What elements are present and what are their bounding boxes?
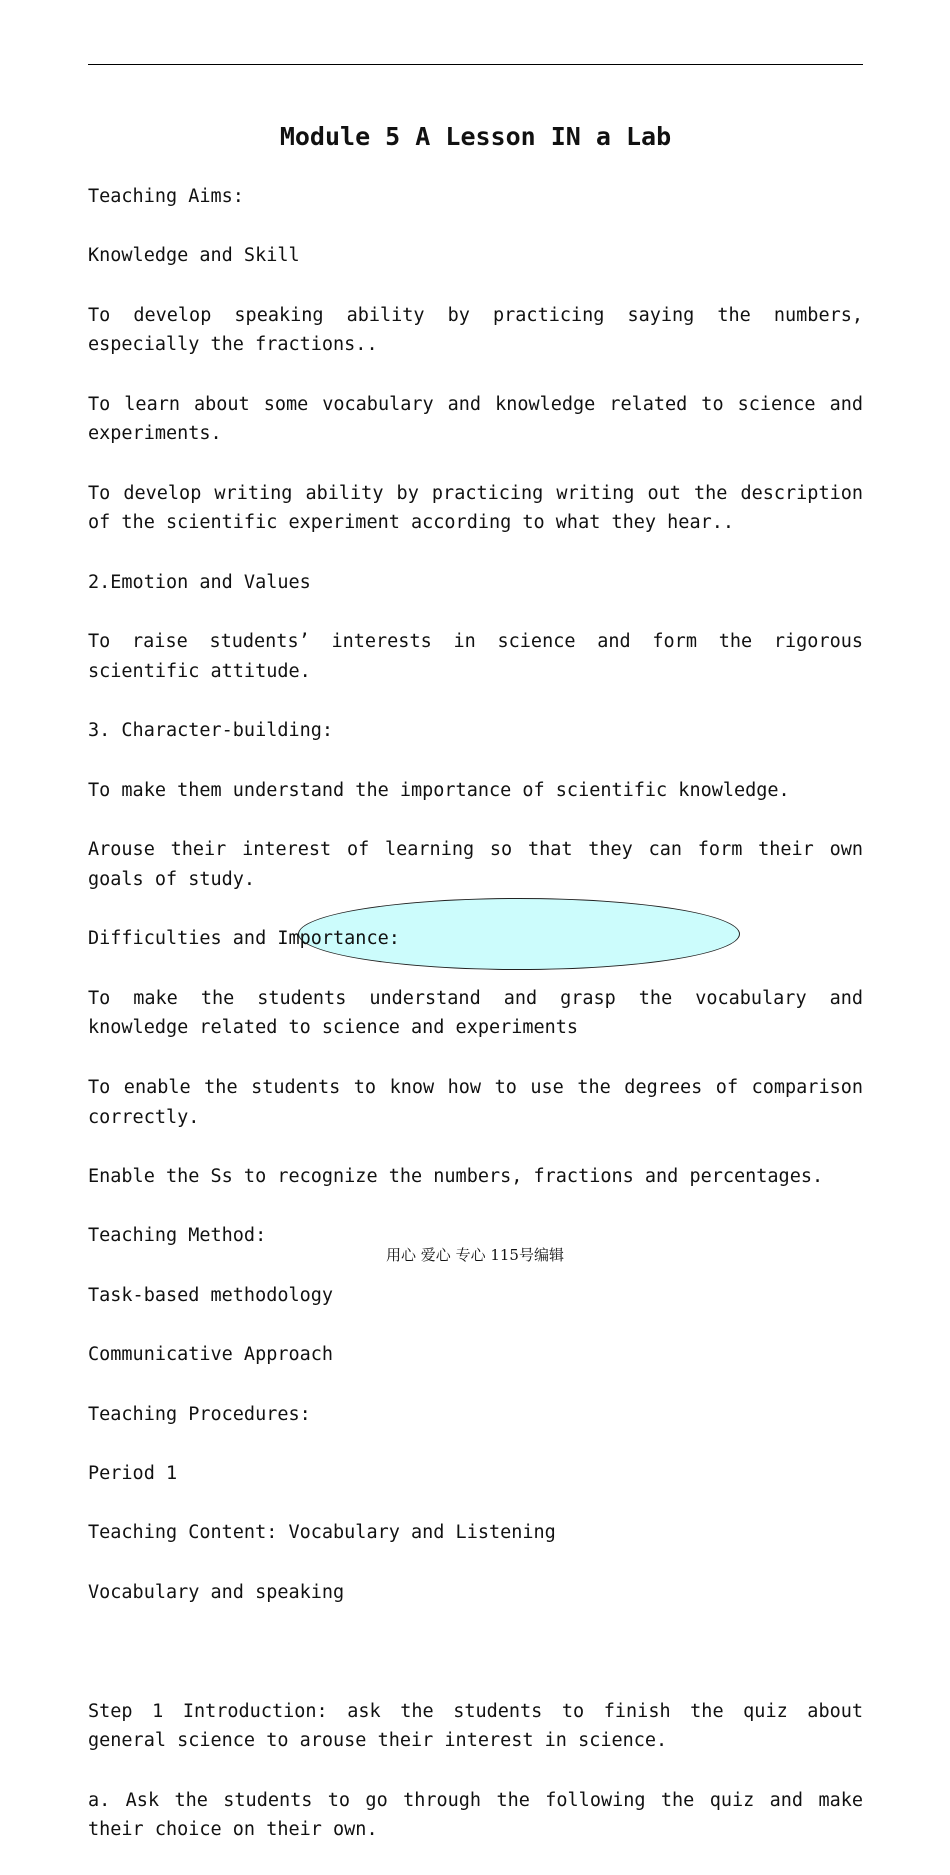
document-body [88, 152, 863, 1875]
body-line: Teaching Content: Vocabulary and Listening [88, 1522, 556, 1544]
body-line: To develop writing ability by practicing writing out the description of the scientific experiment according to what they hear.. [88, 482, 863, 534]
body-line: Teaching Method: [88, 1225, 267, 1247]
body-line: 3. Character-building: [88, 720, 334, 742]
body-line: To develop speaking ability by practicing saying the numbers, especially the fractions.. [88, 304, 863, 356]
body-line: To make them understand the importance of scientific knowledge. [88, 779, 790, 801]
body-line: Teaching Procedures: [88, 1403, 311, 1425]
document-title: Module 5 A Lesson IN a Lab [279, 122, 672, 151]
body-line: a. Ask the students to go through the following the quiz and make their choice on their own. [88, 1789, 863, 1841]
body-line: Arouse their interest of learning so that they can form their own goals of study. [88, 839, 863, 890]
body-line: Communicative Approach [88, 1344, 334, 1366]
body-line: 2.Emotion and Values [88, 571, 311, 593]
body-line: To make the students understand and grasp the vocabulary and knowledge related to science and experiments [88, 987, 863, 1039]
body-line: Teaching Aims: [88, 185, 244, 207]
body-line: Period 1 [88, 1462, 178, 1484]
body-line: To enable the students to know how to use the degrees of comparison correctly. [88, 1076, 863, 1128]
body-line: Knowledge and Skill [88, 245, 300, 267]
body-line: Task-based methodology [88, 1284, 334, 1306]
blank-line [88, 1637, 863, 1667]
body-line: Enable the Ss to recognize the numbers, fractions and percentages. [88, 1165, 824, 1187]
body-line: Vocabulary and speaking [88, 1581, 345, 1603]
page-footer: 用心 爱心 专心 115号编辑 [386, 1246, 564, 1264]
body-line: Difficulties and Importance: [88, 928, 400, 950]
body-line: To learn about some vocabulary and knowledge related to science and experiments. [88, 393, 863, 445]
body-line: To raise students’ interests in science and form the rigorous scientific attitude. [88, 631, 863, 682]
body-line: Step 1 Introduction: ask the students to finish the quiz about general science to arouse their interest in science. [88, 1700, 863, 1752]
